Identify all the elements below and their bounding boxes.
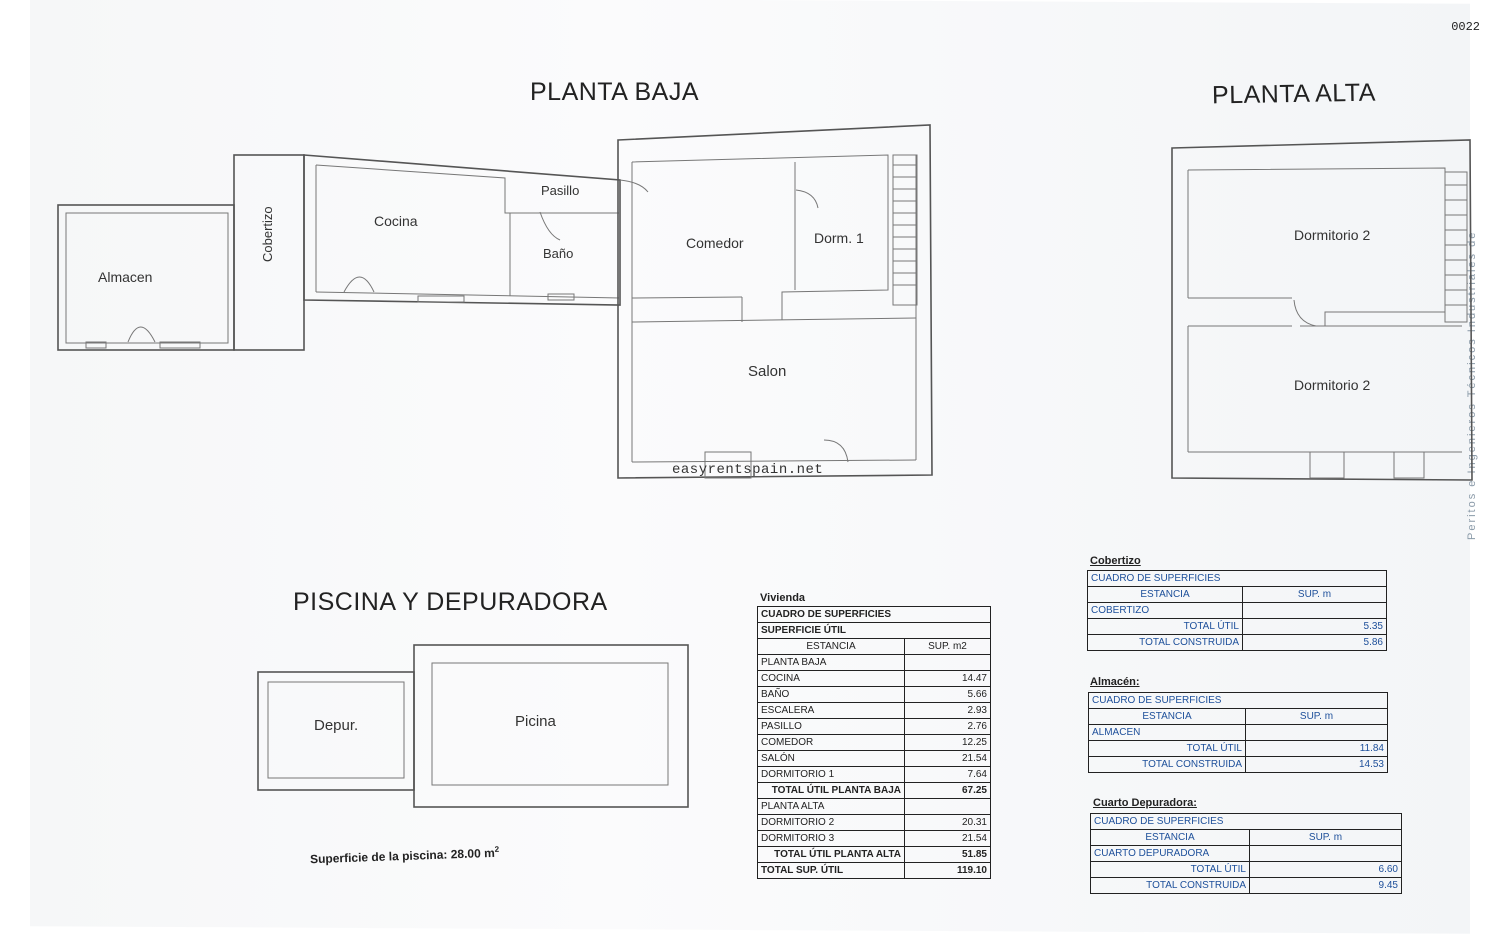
depuradora-total-construida-label: TOTAL CONSTRUIDA — [1091, 878, 1250, 894]
plan-planta-alta — [1172, 140, 1472, 480]
almacen-total-util: 11.84 — [1246, 741, 1388, 757]
room-label-cocina: Cocina — [374, 213, 418, 229]
table-row-label: BAÑO — [758, 687, 905, 703]
table-row-label: COCINA — [758, 671, 905, 687]
plan-main-house — [618, 125, 932, 478]
table-row-value: 21.54 — [905, 831, 991, 847]
depuradora-total-util: 6.60 — [1250, 862, 1402, 878]
depuradora-table — [1090, 813, 1402, 894]
table-row-label: DORMITORIO 3 — [758, 831, 905, 847]
room-label-almacen: Almacen — [98, 269, 153, 285]
pool-surface-sup: 2 — [494, 844, 500, 854]
room-label-dorm1: Dorm. 1 — [814, 230, 864, 246]
table-row-label: PASILLO — [758, 719, 905, 735]
almacen-table — [1088, 692, 1388, 773]
room-label-dormitorio2-bottom: Dormitorio 2 — [1294, 377, 1371, 393]
almacen-total-construida-label: TOTAL CONSTRUIDA — [1089, 757, 1246, 773]
table-row-value: 5.66 — [905, 687, 991, 703]
depuradora-caption: Cuarto Depuradora: — [1093, 797, 1197, 809]
title-planta-alta: PLANTA ALTA — [1211, 78, 1377, 110]
title-piscina: PISCINA Y DEPURADORA — [293, 588, 608, 616]
side-stamp-text: Peritos e Ingenieros Técnicos Industriales de — [1466, 230, 1478, 540]
plan-cobertizo — [234, 155, 304, 350]
cobertizo-item: COBERTIZO — [1088, 603, 1243, 619]
vivienda-header-1: CUADRO DE SUPERFICIES — [758, 607, 991, 623]
table-row-label: SALÓN — [758, 751, 905, 767]
vivienda-col-sup: SUP. m2 — [905, 639, 991, 655]
cobertizo-header: CUADRO DE SUPERFICIES — [1088, 571, 1387, 587]
table-row-value — [905, 655, 991, 671]
table-row-total-label: TOTAL ÚTIL PLANTA BAJA — [758, 783, 905, 799]
table-row-value: 21.54 — [905, 751, 991, 767]
depuradora-header: CUADRO DE SUPERFICIES — [1091, 814, 1402, 830]
table-row-total-label: TOTAL ÚTIL PLANTA ALTA — [758, 847, 905, 863]
almacen-header: CUADRO DE SUPERFICIES — [1089, 693, 1388, 709]
room-label-comedor: Comedor — [686, 235, 744, 251]
plan-almacen — [58, 205, 234, 350]
table-row-label: DORMITORIO 2 — [758, 815, 905, 831]
plan-cocina-bano — [304, 155, 648, 305]
cobertizo-total-construida-label: TOTAL CONSTRUIDA — [1088, 635, 1243, 651]
room-label-bano: Baño — [543, 246, 574, 261]
cobertizo-table — [1087, 570, 1387, 651]
table-row-value — [905, 799, 991, 815]
depuradora-total-construida: 9.45 — [1250, 878, 1402, 894]
cobertizo-total-util: 5.35 — [1243, 619, 1387, 635]
almacen-col-estancia: ESTANCIA — [1089, 709, 1246, 725]
table-row-value: 12.25 — [905, 735, 991, 751]
room-label-depur: Depur. — [314, 717, 359, 734]
room-label-salon: Salon — [748, 363, 787, 380]
depuradora-col-estancia: ESTANCIA — [1091, 830, 1250, 846]
table-row-value: 2.76 — [905, 719, 991, 735]
almacen-total-construida: 14.53 — [1246, 757, 1388, 773]
table-row-label: PLANTA ALTA — [758, 799, 905, 815]
cobertizo-col-sup: SUP. m — [1243, 587, 1387, 603]
table-row-value: 2.93 — [905, 703, 991, 719]
room-label-pasillo: Pasillo — [541, 183, 580, 198]
depuradora-total-util-label: TOTAL ÚTIL — [1091, 862, 1250, 878]
table-row-value: 14.47 — [905, 671, 991, 687]
almacen-item: ALMACEN — [1089, 725, 1246, 741]
table-row-total-value: 67.25 — [905, 783, 991, 799]
room-label-cobertizo: Cobertizo — [260, 206, 275, 262]
vivienda-caption: Vivienda — [760, 592, 806, 604]
table-row-label: ESCALERA — [758, 703, 905, 719]
table-row-value: 7.64 — [905, 767, 991, 783]
almacen-total-util-label: TOTAL ÚTIL — [1089, 741, 1246, 757]
table-row-grand-value: 119.10 — [905, 863, 991, 879]
pool-surface-label: Superficie de la piscina: — [309, 847, 448, 867]
staircase-upper — [1445, 172, 1467, 322]
staircase — [893, 155, 917, 305]
almacen-caption: Almacén: — [1090, 676, 1140, 688]
title-planta-baja: PLANTA BAJA — [530, 78, 699, 106]
depuradora-item: CUARTO DEPURADORA — [1091, 846, 1250, 862]
watermark: easyrentspain.net — [672, 462, 824, 478]
table-row-label: DORMITORIO 1 — [758, 767, 905, 783]
table-row-total-value: 51.85 — [905, 847, 991, 863]
cobertizo-col-estancia: ESTANCIA — [1088, 587, 1243, 603]
pool-surface-value: 28.00 m — [450, 845, 495, 862]
almacen-col-sup: SUP. m — [1246, 709, 1388, 725]
cobertizo-caption: Cobertizo — [1090, 555, 1141, 567]
cobertizo-total-construida: 5.86 — [1243, 635, 1387, 651]
table-row-label: COMEDOR — [758, 735, 905, 751]
plan-piscina — [258, 645, 688, 807]
table-row-label: PLANTA BAJA — [758, 655, 905, 671]
cobertizo-total-util-label: TOTAL ÚTIL — [1088, 619, 1243, 635]
vivienda-header-2: SUPERFICIE ÚTIL — [758, 623, 991, 639]
vivienda-table — [757, 606, 991, 879]
room-label-dormitorio2-top: Dormitorio 2 — [1294, 227, 1371, 243]
page-number: 0022 — [1451, 20, 1480, 34]
depuradora-col-sup: SUP. m — [1250, 830, 1402, 846]
room-label-picina: Picina — [515, 713, 556, 730]
table-row-grand-label: TOTAL SUP. ÚTIL — [758, 863, 905, 879]
table-row-value: 20.31 — [905, 815, 991, 831]
vivienda-col-estancia: ESTANCIA — [758, 639, 905, 655]
